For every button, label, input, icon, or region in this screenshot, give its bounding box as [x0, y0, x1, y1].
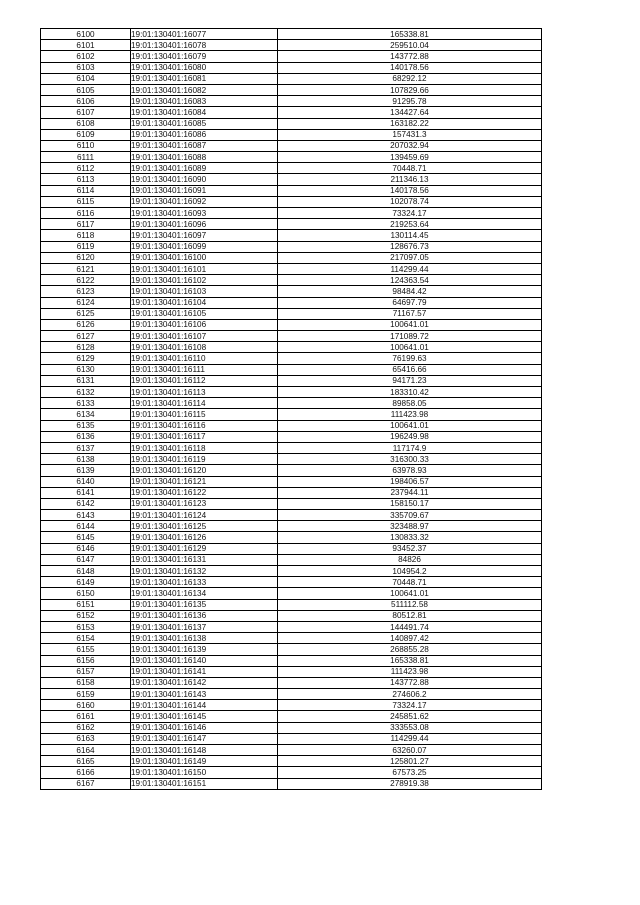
row-number-cell: 6108: [41, 118, 131, 129]
table-row: [41, 84, 542, 95]
cadastral-value-cell: 171089.72: [278, 331, 542, 342]
row-number-cell: 6140: [41, 476, 131, 487]
cadastral-value-cell: 93452.37: [278, 543, 542, 554]
row-number-cell: 6159: [41, 689, 131, 700]
cadastral-value-cell: 333553.08: [278, 722, 542, 733]
cadastral-number-cell: 19:01:130401:16119: [131, 454, 278, 465]
cadastral-value-cell: 117174.9: [278, 442, 542, 453]
row-number-cell: 6157: [41, 666, 131, 677]
table-row: [41, 353, 542, 364]
cadastral-number-cell: 19:01:130401:16145: [131, 711, 278, 722]
cadastral-value-cell: 73324.17: [278, 208, 542, 219]
row-number-cell: 6107: [41, 107, 131, 118]
cadastral-number-cell: 19:01:130401:16129: [131, 543, 278, 554]
cadastral-number-cell: 19:01:130401:16088: [131, 152, 278, 163]
row-number-cell: 6160: [41, 700, 131, 711]
table-row: [41, 722, 542, 733]
table-row: [41, 588, 542, 599]
row-number-cell: 6100: [41, 29, 131, 40]
cadastral-number-cell: 19:01:130401:16105: [131, 308, 278, 319]
row-number-cell: 6134: [41, 409, 131, 420]
cadastral-value-cell: 196249.98: [278, 431, 542, 442]
row-number-cell: 6146: [41, 543, 131, 554]
cadastral-number-cell: 19:01:130401:16116: [131, 420, 278, 431]
cadastral-number-cell: 19:01:130401:16101: [131, 263, 278, 274]
cadastral-number-cell: 19:01:130401:16090: [131, 174, 278, 185]
table-row: [41, 252, 542, 263]
table-row: [41, 331, 542, 342]
cadastral-value-cell: 84826: [278, 554, 542, 565]
cadastral-number-cell: 19:01:130401:16143: [131, 689, 278, 700]
cadastral-number-cell: 19:01:130401:16078: [131, 40, 278, 51]
table-row: [41, 297, 542, 308]
cadastral-value-cell: 143772.88: [278, 677, 542, 688]
cadastral-number-cell: 19:01:130401:16108: [131, 342, 278, 353]
cadastral-number-cell: 19:01:130401:16123: [131, 498, 278, 509]
row-number-cell: 6106: [41, 96, 131, 107]
cadastral-value-cell: 63260.07: [278, 745, 542, 756]
cadastral-number-cell: 19:01:130401:16081: [131, 73, 278, 84]
cadastral-value-cell: 102078.74: [278, 196, 542, 207]
row-number-cell: 6115: [41, 196, 131, 207]
row-number-cell: 6126: [41, 319, 131, 330]
cadastral-value-cell: 73324.17: [278, 700, 542, 711]
table-row: [41, 219, 542, 230]
cadastral-number-cell: 19:01:130401:16084: [131, 107, 278, 118]
table-row: [41, 454, 542, 465]
cadastral-number-cell: 19:01:130401:16141: [131, 666, 278, 677]
cadastral-value-cell: 114299.44: [278, 263, 542, 274]
cadastral-value-cell: 259510.04: [278, 40, 542, 51]
row-number-cell: 6156: [41, 655, 131, 666]
row-number-cell: 6113: [41, 174, 131, 185]
row-number-cell: 6109: [41, 129, 131, 140]
table-row: [41, 174, 542, 185]
cadastral-number-cell: 19:01:130401:16085: [131, 118, 278, 129]
cadastral-number-cell: 19:01:130401:16139: [131, 644, 278, 655]
cadastral-value-cell: 268855.28: [278, 644, 542, 655]
cadastral-number-cell: 19:01:130401:16140: [131, 655, 278, 666]
table-row: [41, 431, 542, 442]
cadastral-number-cell: 19:01:130401:16113: [131, 387, 278, 398]
table-row: [41, 241, 542, 252]
table-row: [41, 319, 542, 330]
cadastral-number-cell: 19:01:130401:16107: [131, 331, 278, 342]
table-row: [41, 308, 542, 319]
row-number-cell: 6127: [41, 331, 131, 342]
row-number-cell: 6125: [41, 308, 131, 319]
cadastral-number-cell: 19:01:130401:16149: [131, 756, 278, 767]
cadastral-value-cell: 183310.42: [278, 387, 542, 398]
row-number-cell: 6149: [41, 577, 131, 588]
cadastral-number-cell: 19:01:130401:16082: [131, 84, 278, 95]
table-row: [41, 129, 542, 140]
cadastral-number-cell: 19:01:130401:16104: [131, 297, 278, 308]
row-number-cell: 6147: [41, 554, 131, 565]
table-row: [41, 107, 542, 118]
cadastral-value-cell: 65416.66: [278, 364, 542, 375]
cadastral-value-cell: 80512.81: [278, 610, 542, 621]
cadastral-number-cell: 19:01:130401:16112: [131, 375, 278, 386]
cadastral-value-cell: 245851.62: [278, 711, 542, 722]
cadastral-value-cell: 67573.25: [278, 767, 542, 778]
cadastral-number-cell: 19:01:130401:16096: [131, 219, 278, 230]
cadastral-value-cell: 100641.01: [278, 342, 542, 353]
table-row: [41, 29, 542, 40]
cadastral-value-cell: 124363.54: [278, 275, 542, 286]
cadastral-value-cell: 71167.57: [278, 308, 542, 319]
cadastral-number-cell: 19:01:130401:16150: [131, 767, 278, 778]
cadastral-number-cell: 19:01:130401:16102: [131, 275, 278, 286]
cadastral-value-cell: 278919.38: [278, 778, 542, 789]
cadastral-number-cell: 19:01:130401:16135: [131, 599, 278, 610]
cadastral-value-cell: 70448.71: [278, 163, 542, 174]
row-number-cell: 6129: [41, 353, 131, 364]
row-number-cell: 6163: [41, 733, 131, 744]
table-row: [41, 778, 542, 789]
cadastral-number-cell: 19:01:130401:16147: [131, 733, 278, 744]
table-row: [41, 498, 542, 509]
cadastral-number-cell: 19:01:130401:16131: [131, 554, 278, 565]
table-row: [41, 96, 542, 107]
row-number-cell: 6121: [41, 263, 131, 274]
cadastral-value-cell: 134427.64: [278, 107, 542, 118]
cadastral-value-cell: 111423.98: [278, 409, 542, 420]
row-number-cell: 6158: [41, 677, 131, 688]
cadastral-value-cell: 157431.3: [278, 129, 542, 140]
cadastral-number-cell: 19:01:130401:16115: [131, 409, 278, 420]
cadastral-number-cell: 19:01:130401:16110: [131, 353, 278, 364]
row-number-cell: 6152: [41, 610, 131, 621]
row-number-cell: 6136: [41, 431, 131, 442]
table-row: [41, 398, 542, 409]
table-row: [41, 342, 542, 353]
row-number-cell: 6120: [41, 252, 131, 263]
table-row: [41, 230, 542, 241]
table-row: [41, 689, 542, 700]
table-row: [41, 62, 542, 73]
cadastral-number-cell: 19:01:130401:16091: [131, 185, 278, 196]
cadastral-number-cell: 19:01:130401:16148: [131, 745, 278, 756]
cadastral-value-cell: 100641.01: [278, 588, 542, 599]
cadastral-number-cell: 19:01:130401:16103: [131, 286, 278, 297]
table-row: [41, 409, 542, 420]
cadastral-value-cell: 158150.17: [278, 498, 542, 509]
row-number-cell: 6141: [41, 487, 131, 498]
row-number-cell: 6164: [41, 745, 131, 756]
cadastral-number-cell: 19:01:130401:16124: [131, 510, 278, 521]
cadastral-number-cell: 19:01:130401:16106: [131, 319, 278, 330]
cadastral-number-cell: 19:01:130401:16099: [131, 241, 278, 252]
cadastral-value-cell: 89858.05: [278, 398, 542, 409]
cadastral-number-cell: 19:01:130401:16146: [131, 722, 278, 733]
table-row: [41, 644, 542, 655]
table-row: [41, 40, 542, 51]
row-number-cell: 6154: [41, 633, 131, 644]
cadastral-number-cell: 19:01:130401:16111: [131, 364, 278, 375]
cadastral-value-cell: 219253.64: [278, 219, 542, 230]
cadastral-value-cell: 76199.63: [278, 353, 542, 364]
row-number-cell: 6137: [41, 442, 131, 453]
row-number-cell: 6144: [41, 521, 131, 532]
cadastral-value-cell: 130114.45: [278, 230, 542, 241]
cadastral-number-cell: 19:01:130401:16118: [131, 442, 278, 453]
table-row: [41, 442, 542, 453]
cadastral-value-cell: 207032.94: [278, 140, 542, 151]
cadastral-number-cell: 19:01:130401:16122: [131, 487, 278, 498]
cadastral-number-cell: 19:01:130401:16083: [131, 96, 278, 107]
table-row: [41, 610, 542, 621]
row-number-cell: 6132: [41, 387, 131, 398]
row-number-cell: 6153: [41, 621, 131, 632]
row-number-cell: 6118: [41, 230, 131, 241]
row-number-cell: 6155: [41, 644, 131, 655]
cadastral-number-cell: 19:01:130401:16125: [131, 521, 278, 532]
table-row: [41, 554, 542, 565]
table-row: [41, 666, 542, 677]
cadastral-value-cell: 64697.79: [278, 297, 542, 308]
cadastral-value-cell: 316300.33: [278, 454, 542, 465]
table-row: [41, 577, 542, 588]
table-row: [41, 510, 542, 521]
cadastral-value-cell: 140178.56: [278, 185, 542, 196]
cadastral-value-cell: 217097.05: [278, 252, 542, 263]
table-row: [41, 196, 542, 207]
table-row: [41, 152, 542, 163]
cadastral-number-cell: 19:01:130401:16133: [131, 577, 278, 588]
cadastral-value-cell: 143772.88: [278, 51, 542, 62]
cadastral-value-cell: 128676.73: [278, 241, 542, 252]
cadastral-number-cell: 19:01:130401:16126: [131, 532, 278, 543]
table-row: [41, 263, 542, 274]
cadastral-number-cell: 19:01:130401:16092: [131, 196, 278, 207]
table-row: [41, 476, 542, 487]
row-number-cell: 6138: [41, 454, 131, 465]
row-number-cell: 6116: [41, 208, 131, 219]
cadastral-value-cell: 198406.57: [278, 476, 542, 487]
row-number-cell: 6111: [41, 152, 131, 163]
row-number-cell: 6104: [41, 73, 131, 84]
row-number-cell: 6123: [41, 286, 131, 297]
cadastral-number-cell: 19:01:130401:16086: [131, 129, 278, 140]
cadastral-number-cell: 19:01:130401:16121: [131, 476, 278, 487]
table-row: [41, 711, 542, 722]
cadastral-value-cell: 63978.93: [278, 465, 542, 476]
cadastral-value-cell: 107829.66: [278, 84, 542, 95]
table-row: [41, 566, 542, 577]
cadastral-number-cell: 19:01:130401:16100: [131, 252, 278, 263]
cadastral-number-cell: 19:01:130401:16151: [131, 778, 278, 789]
cadastral-value-cell: 114299.44: [278, 733, 542, 744]
row-number-cell: 6167: [41, 778, 131, 789]
cadastral-value-cell: 139459.69: [278, 152, 542, 163]
row-number-cell: 6166: [41, 767, 131, 778]
cadastral-value-cell: 111423.98: [278, 666, 542, 677]
cadastral-number-cell: 19:01:130401:16120: [131, 465, 278, 476]
cadastral-number-cell: 19:01:130401:16134: [131, 588, 278, 599]
cadastral-number-cell: 19:01:130401:16136: [131, 610, 278, 621]
cadastral-value-cell: 511112.58: [278, 599, 542, 610]
cadastral-value-cell: 144491.74: [278, 621, 542, 632]
table-row: [41, 73, 542, 84]
cadastral-number-cell: 19:01:130401:16079: [131, 51, 278, 62]
cadastral-value-cell: 68292.12: [278, 73, 542, 84]
cadastral-value-cell: 140178.56: [278, 62, 542, 73]
cadastral-number-cell: 19:01:130401:16138: [131, 633, 278, 644]
cadastral-value-cell: 91295.78: [278, 96, 542, 107]
cadastral-value-cell: 335709.67: [278, 510, 542, 521]
cadastral-number-cell: 19:01:130401:16093: [131, 208, 278, 219]
table-row: [41, 364, 542, 375]
table-row: [41, 621, 542, 632]
row-number-cell: 6150: [41, 588, 131, 599]
cadastral-number-cell: 19:01:130401:16077: [131, 29, 278, 40]
table-row: [41, 700, 542, 711]
table-row: [41, 286, 542, 297]
cadastral-value-cell: 165338.81: [278, 29, 542, 40]
row-number-cell: 6110: [41, 140, 131, 151]
cadastral-number-cell: 19:01:130401:16080: [131, 62, 278, 73]
cadastral-number-cell: 19:01:130401:16117: [131, 431, 278, 442]
cadastral-number-cell: 19:01:130401:16097: [131, 230, 278, 241]
cadastral-value-table: [40, 28, 542, 790]
row-number-cell: 6114: [41, 185, 131, 196]
cadastral-value-cell: 130833.32: [278, 532, 542, 543]
row-number-cell: 6165: [41, 756, 131, 767]
row-number-cell: 6151: [41, 599, 131, 610]
row-number-cell: 6142: [41, 498, 131, 509]
row-number-cell: 6143: [41, 510, 131, 521]
row-number-cell: 6102: [41, 51, 131, 62]
cadastral-value-cell: 211346.13: [278, 174, 542, 185]
cadastral-value-cell: 165338.81: [278, 655, 542, 666]
cadastral-value-cell: 98484.42: [278, 286, 542, 297]
table-row: [41, 163, 542, 174]
cadastral-number-cell: 19:01:130401:16087: [131, 140, 278, 151]
cadastral-value-cell: 70448.71: [278, 577, 542, 588]
cadastral-number-cell: 19:01:130401:16137: [131, 621, 278, 632]
table-row: [41, 532, 542, 543]
table-row: [41, 745, 542, 756]
row-number-cell: 6161: [41, 711, 131, 722]
row-number-cell: 6105: [41, 84, 131, 95]
cadastral-number-cell: 19:01:130401:16114: [131, 398, 278, 409]
cadastral-value-cell: 94171.23: [278, 375, 542, 386]
cadastral-value-cell: 100641.01: [278, 420, 542, 431]
cadastral-value-cell: 140897.42: [278, 633, 542, 644]
table-row: [41, 767, 542, 778]
cadastral-value-cell: 125801.27: [278, 756, 542, 767]
cadastral-value-cell: 274606.2: [278, 689, 542, 700]
row-number-cell: 6128: [41, 342, 131, 353]
table-row: [41, 521, 542, 532]
cadastral-number-cell: 19:01:130401:16089: [131, 163, 278, 174]
row-number-cell: 6117: [41, 219, 131, 230]
table-row: [41, 677, 542, 688]
row-number-cell: 6130: [41, 364, 131, 375]
table-row: [41, 275, 542, 286]
row-number-cell: 6112: [41, 163, 131, 174]
row-number-cell: 6148: [41, 566, 131, 577]
row-number-cell: 6145: [41, 532, 131, 543]
table-row: [41, 487, 542, 498]
table-row: [41, 420, 542, 431]
cadastral-value-cell: 163182.22: [278, 118, 542, 129]
cadastral-number-cell: 19:01:130401:16144: [131, 700, 278, 711]
table-row: [41, 543, 542, 554]
table-body: [41, 29, 542, 790]
table-row: [41, 756, 542, 767]
cadastral-value-cell: 104954.2: [278, 566, 542, 577]
cadastral-number-cell: 19:01:130401:16132: [131, 566, 278, 577]
row-number-cell: 6162: [41, 722, 131, 733]
cadastral-value-cell: 100641.01: [278, 319, 542, 330]
row-number-cell: 6139: [41, 465, 131, 476]
row-number-cell: 6133: [41, 398, 131, 409]
table-row: [41, 465, 542, 476]
row-number-cell: 6131: [41, 375, 131, 386]
table-row: [41, 51, 542, 62]
table-row: [41, 733, 542, 744]
cadastral-value-cell: 323488.97: [278, 521, 542, 532]
cadastral-number-cell: 19:01:130401:16142: [131, 677, 278, 688]
row-number-cell: 6119: [41, 241, 131, 252]
table-row: [41, 208, 542, 219]
row-number-cell: 6122: [41, 275, 131, 286]
table-row: [41, 375, 542, 386]
table-row: [41, 655, 542, 666]
table-row: [41, 633, 542, 644]
cadastral-value-cell: 237944.11: [278, 487, 542, 498]
row-number-cell: 6101: [41, 40, 131, 51]
table-row: [41, 118, 542, 129]
table-row: [41, 185, 542, 196]
row-number-cell: 6124: [41, 297, 131, 308]
row-number-cell: 6135: [41, 420, 131, 431]
row-number-cell: 6103: [41, 62, 131, 73]
table-row: [41, 140, 542, 151]
table-row: [41, 599, 542, 610]
table-row: [41, 387, 542, 398]
